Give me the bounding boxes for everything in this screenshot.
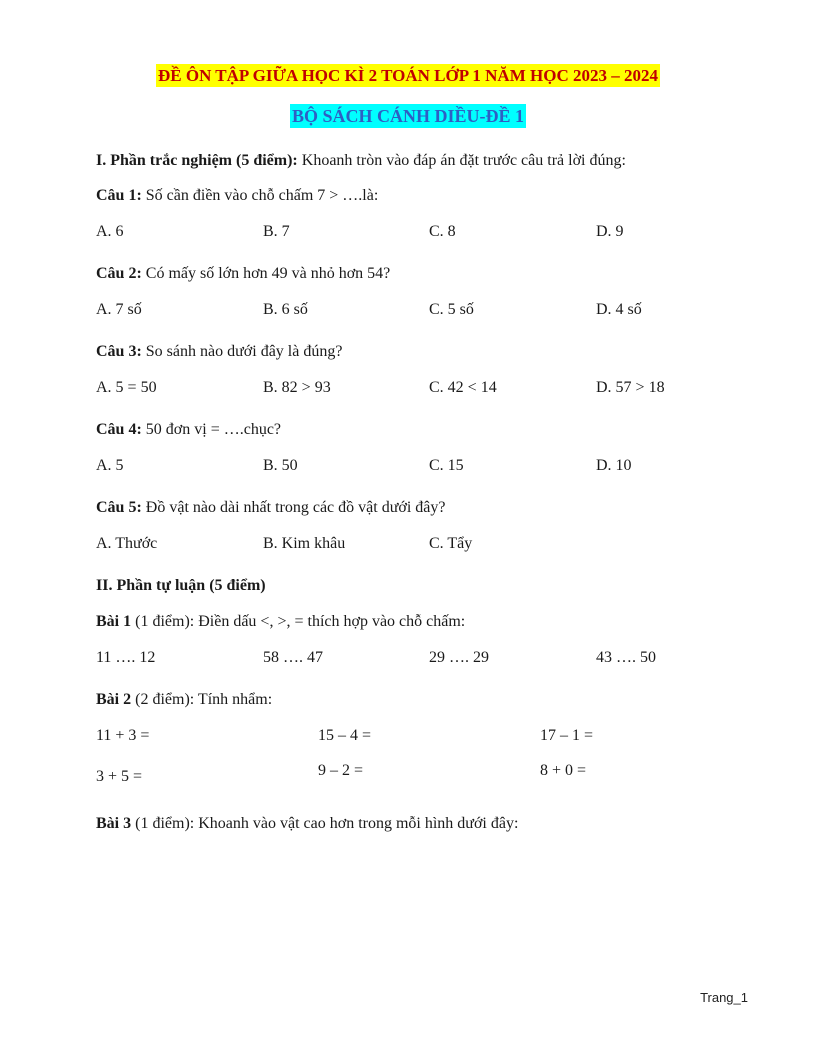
q4-option-d[interactable]: D. 10 xyxy=(596,457,632,474)
q5-option-c[interactable]: C. Tẩy xyxy=(429,535,473,552)
ex1-item: 11 …. 12 xyxy=(96,649,156,666)
document-title: ĐỀ ÔN TẬP GIỮA HỌC KÌ 2 TOÁN LỚP 1 NĂM HỌC 2023 – 2024 xyxy=(158,66,658,85)
q3-option-b[interactable]: B. 82 > 93 xyxy=(263,379,331,396)
ex1-item: 43 …. 50 xyxy=(596,649,656,666)
q5-option-b[interactable]: B. Kim khâu xyxy=(263,535,346,552)
question-4: Câu 4: 50 đơn vị = ….chục? xyxy=(96,421,282,438)
ex2-item: 8 + 0 = xyxy=(540,762,587,779)
question-1: Câu 1: Số cần điền vào chỗ chấm 7 > ….là: xyxy=(96,187,379,204)
q3-option-d[interactable]: D. 57 > 18 xyxy=(596,379,665,396)
ex2-item: 17 – 1 = xyxy=(540,727,594,744)
q1-option-d[interactable]: D. 9 xyxy=(596,223,624,240)
q4-option-c[interactable]: C. 15 xyxy=(429,457,464,474)
exercise-3: Bài 3 (1 điểm): Khoanh vào vật cao hơn trong mỗi hình dưới đây: xyxy=(96,815,519,832)
q1-option-b[interactable]: B. 7 xyxy=(263,223,290,240)
q2-option-c[interactable]: C. 5 số xyxy=(429,301,474,318)
question-3: Câu 3: So sánh nào dưới đây là đúng? xyxy=(96,343,343,360)
ex2-item: 15 – 4 = xyxy=(318,727,372,744)
part2-heading: II. Phần tự luận (5 điểm) xyxy=(96,577,266,594)
q4-option-a[interactable]: A. 5 xyxy=(96,457,124,474)
q2-option-d[interactable]: D. 4 số xyxy=(596,301,642,318)
ex1-item: 58 …. 47 xyxy=(263,649,323,666)
q4-option-b[interactable]: B. 50 xyxy=(263,457,298,474)
ex2-item: 3 + 5 = xyxy=(96,768,143,785)
q2-option-a[interactable]: A. 7 số xyxy=(96,301,142,318)
document-subtitle: BỘ SÁCH CÁNH DIỀU-ĐỀ 1 xyxy=(291,106,525,126)
q2-option-b[interactable]: B. 6 số xyxy=(263,301,308,318)
exercise-2: Bài 2 (2 điểm): Tính nhẩm: xyxy=(96,691,273,708)
exercise-1: Bài 1 (1 điểm): Điền dấu <, >, = thích hợp vào chỗ chấm: xyxy=(96,613,466,630)
ex2-item: 9 – 2 = xyxy=(318,762,364,779)
ex2-item: 11 + 3 = xyxy=(96,727,150,744)
part1-heading: I. Phần trắc nghiệm (5 điểm): Khoanh tròn vào đáp án đặt trước câu trả lời đúng: xyxy=(96,152,626,169)
q1-option-a[interactable]: A. 6 xyxy=(96,223,124,240)
question-5: Câu 5: Đồ vật nào dài nhất trong các đồ vật dưới đây? xyxy=(96,499,446,516)
q1-option-c[interactable]: C. 8 xyxy=(429,223,456,240)
question-2: Câu 2: Có mấy số lớn hơn 49 và nhỏ hơn 54? xyxy=(96,265,391,282)
q3-option-a[interactable]: A. 5 = 50 xyxy=(96,379,157,396)
q3-option-c[interactable]: C. 42 < 14 xyxy=(429,379,497,396)
q5-option-a[interactable]: A. Thước xyxy=(96,535,158,552)
page-number: Trang_1 xyxy=(700,990,748,1005)
ex1-item: 29 …. 29 xyxy=(429,649,489,666)
